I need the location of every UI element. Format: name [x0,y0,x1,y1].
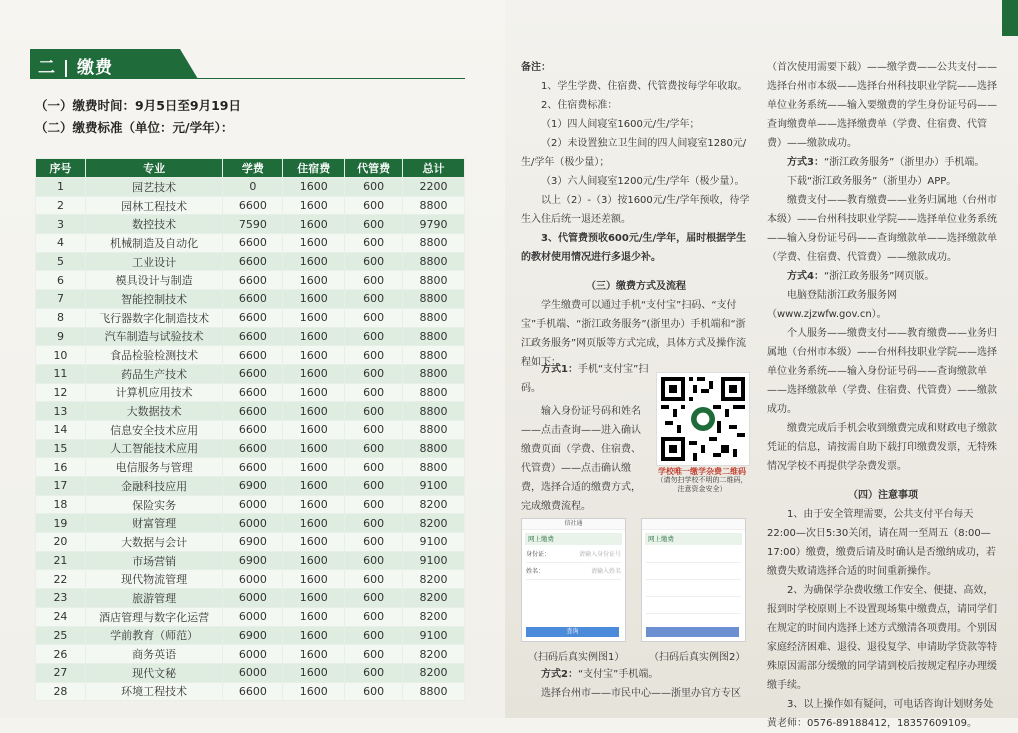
cell-index: 6 [36,271,86,290]
cell-custody-fee: 600 [345,327,403,346]
cell-tuition: 6600 [223,420,283,439]
method2-title: 方式2： [541,669,578,680]
table-row [36,215,465,234]
method4-url: 电脑登陆浙江政务服务网（www.zjzwfw.gov.cn）。 [767,290,897,320]
cell-total: 8800 [403,402,465,421]
cell-tuition: 6900 [223,626,283,645]
cell-total: 8800 [403,308,465,327]
cell-total: 8200 [403,570,465,589]
method1-title: 方式1： [541,364,578,375]
cell-accommodation: 1600 [283,234,345,253]
cell-major: 工业设计 [85,252,223,271]
cell-index: 8 [36,308,86,327]
header-total: 总计 [403,159,465,178]
cell-custody-fee: 600 [345,402,403,421]
cell-index: 3 [36,215,86,234]
cell-major: 现代物流管理 [85,570,223,589]
cell-custody-fee: 600 [345,495,403,514]
cell-major: 旅游管理 [85,589,223,608]
cell-index: 13 [36,402,86,421]
cell-index: 12 [36,383,86,402]
cell-index: 15 [36,439,86,458]
note-2: 2、住宿费标准： [541,100,618,111]
example-screenshot-1 [521,518,626,642]
cell-custody-fee: 600 [345,420,403,439]
cell-tuition: 6600 [223,252,283,271]
header-custody-fee: 代管费 [345,159,403,178]
cell-major: 商务英语 [85,645,223,664]
table-row [36,439,465,458]
cell-index: 18 [36,495,86,514]
table-row [36,663,465,682]
cell-custody-fee: 600 [345,551,403,570]
table-row [36,533,465,552]
phone1-query-button: 查询 [526,627,619,637]
cell-major: 信息安全技术应用 [85,420,223,439]
cell-total: 9100 [403,533,465,552]
cell-total: 8800 [403,439,465,458]
cell-custody-fee: 600 [345,252,403,271]
cell-index: 26 [36,645,86,664]
method1-column [521,360,649,516]
note-2a: （1）四人间寝室1600元/生/学年； [541,119,700,130]
phone1-name-placeholder: 请输入姓名 [590,568,621,575]
cell-major: 金融科技应用 [85,477,223,496]
cell-custody-fee: 600 [345,663,403,682]
cell-tuition: 6600 [223,327,283,346]
cell-total: 2200 [403,178,465,197]
table-row [36,551,465,570]
cell-tuition: 6000 [223,589,283,608]
cell-tuition: 6600 [223,364,283,383]
right-column [767,58,999,733]
cell-custody-fee: 600 [345,533,403,552]
cell-major: 园林工程技术 [85,196,223,215]
cell-accommodation: 1600 [283,420,345,439]
cell-tuition: 6600 [223,290,283,309]
table-row [36,589,465,608]
notice-title: （四）注意事项 [848,490,918,501]
cell-accommodation: 1600 [283,663,345,682]
cell-accommodation: 1600 [283,533,345,552]
table-row [36,271,465,290]
cell-total: 8200 [403,663,465,682]
cell-tuition: 6600 [223,439,283,458]
table-row [36,290,465,309]
header-major: 专业 [85,159,223,178]
cell-custody-fee: 600 [345,458,403,477]
cell-tuition: 6600 [223,196,283,215]
table-row [36,645,465,664]
method3-title: 方式3： [787,157,824,168]
cell-index: 25 [36,626,86,645]
cell-tuition: 6600 [223,308,283,327]
cell-custody-fee: 600 [345,290,403,309]
note-3: 3、代管费预收600元/生/学年，届时根据学生的教材使用情况进行多退少补。 [521,233,747,263]
cell-index: 1 [36,178,86,197]
cell-index: 19 [36,514,86,533]
phone1-title: 信社通 [522,519,625,530]
cell-total: 8800 [403,252,465,271]
cell-major: 数控技术 [85,215,223,234]
table-row [36,252,465,271]
cell-total: 9100 [403,626,465,645]
notice-2: 2、为确保学杂费收缴工作安全、便捷、高效，报到时学校原则上不设置现场集中缴费点，请同学们在规定的时间内选择上述方式缴清各项费用。个别因家庭经济困难、退役、退役复学、申请助学贷款等特殊原因需部分缓缴的同学请到校后按规定程序办理缓缴手续。 [767,585,997,691]
phone1-id-label: 身份证： [526,551,551,558]
cell-custody-fee: 600 [345,477,403,496]
qr-caption [654,467,750,494]
cell-major: 环境工程技术 [85,682,223,701]
cell-tuition: 6900 [223,551,283,570]
phone1-name-label: 姓名： [526,568,545,575]
cell-major: 学前教育（师范） [85,626,223,645]
cell-index: 21 [36,551,86,570]
table-row [36,327,465,346]
cell-index: 2 [36,196,86,215]
cell-custody-fee: 600 [345,178,403,197]
cell-major: 机械制造及自动化 [85,234,223,253]
payment-qr-code[interactable] [656,372,750,466]
table-row [36,364,465,383]
cell-total: 8200 [403,645,465,664]
cell-custody-fee: 600 [345,589,403,608]
cell-major: 药品生产技术 [85,364,223,383]
table-row [36,178,465,197]
phone2-logo: 网上缴费 [645,533,742,545]
cell-custody-fee: 600 [345,570,403,589]
cell-major: 园艺技术 [85,178,223,197]
cell-tuition: 6000 [223,570,283,589]
cell-major: 大数据技术 [85,402,223,421]
fee-standard: （二）缴费标准（单位：元/学年）： [35,120,234,135]
cell-accommodation: 1600 [283,589,345,608]
phone1-logo: 网上缴费 [525,533,622,545]
corner-decoration [1002,0,1018,36]
method3-text: “浙江政务服务”（浙里办）手机端。 [823,157,985,168]
cell-accommodation: 1600 [283,402,345,421]
cell-accommodation: 1600 [283,495,345,514]
cell-tuition: 6900 [223,477,283,496]
method4-steps: 个人服务——缴费支付——教育缴费——业务归属地（台州市本级）——台州科技职业学院——选择单位业务系统——输入身份证号码——查询缴款单——选择缴款单（学费、住宿费、代管费）——缴款成功。 [767,328,997,415]
cell-accommodation: 1600 [283,458,345,477]
cell-tuition: 0 [223,178,283,197]
section-header [30,49,465,79]
header-accommodation: 住宿费 [283,159,345,178]
payment-time: （一）缴费时间：9月5日至9月19日 [35,98,241,113]
note-2b: （2）未设置独立卫生间的四人间寝室1280元/生/学年（极少量）； [521,138,747,168]
table-row [36,402,465,421]
cell-major: 财富管理 [85,514,223,533]
notes-title: 备注： [521,62,551,73]
cell-accommodation: 1600 [283,178,345,197]
method-intro: 学生缴费可以通过手机“支付宝”扫码、“支付宝”手机端、“浙江政务服务”(浙里办）手机端和“浙江政务服务”网页版等方式完成，具体方式及操作流程如下： [521,300,747,368]
method1-steps: 输入身份证号码和姓名——点击查询——进入确认缴费页面（学费、住宿费、代管费）——点击确认缴费，选择合适的缴费方式，完成缴费流程。 [521,406,641,512]
cell-total: 9100 [403,551,465,570]
cell-accommodation: 1600 [283,290,345,309]
cell-index: 24 [36,607,86,626]
cell-major: 现代文秘 [85,663,223,682]
cell-tuition: 6000 [223,514,283,533]
table-row [36,346,465,365]
table-row [36,626,465,645]
notice-3: 3、以上操作如有疑问，可电话咨询计划财务处黄老师：0576-89188412，18357609109。 [767,699,994,729]
qr-caption-warning: （请勿扫学校不明的二维码，注意资金安全） [656,476,748,493]
cell-index: 7 [36,290,86,309]
method2-steps: 选择台州市——市民中心——浙里办官方专区 [541,688,741,699]
cell-custody-fee: 600 [345,645,403,664]
cell-total: 8800 [403,234,465,253]
qr-caption-title: 学校唯一缴学杂费二维码 [658,467,746,476]
cell-custody-fee: 600 [345,271,403,290]
method2-text: “支付宝”手机端。 [577,669,659,680]
cell-total: 8800 [403,327,465,346]
cell-custody-fee: 600 [345,234,403,253]
method1-text: 手机“支付宝”扫码。 [521,364,649,394]
cell-index: 28 [36,682,86,701]
cell-custody-fee: 600 [345,682,403,701]
cell-custody-fee: 600 [345,196,403,215]
cell-total: 8800 [403,420,465,439]
cell-index: 17 [36,477,86,496]
method3-steps: 缴费支付——教育缴费——业务归属地（台州市本级）——台州科技职业学院——选择单位业务系统——输入身份证号码——查询缴款单——选择缴款单（学费、住宿费、代管费）——缴款成功。 [767,195,997,263]
example-caption-2: （扫码后真实例图2） [649,652,746,663]
table-row [36,477,465,496]
cell-accommodation: 1600 [283,645,345,664]
table-row [36,682,465,701]
cell-tuition: 6000 [223,645,283,664]
table-row [36,570,465,589]
cell-tuition: 6900 [223,533,283,552]
cell-accommodation: 1600 [283,308,345,327]
cell-major: 模具设计与制造 [85,271,223,290]
method4-title: 方式4： [787,271,824,282]
method4-text: “浙江政务服务”网页版。 [823,271,935,282]
cell-total: 8800 [403,682,465,701]
note-1: 1、学生学费、住宿费、代管费按每学年收取。 [541,81,748,92]
example-screenshot-2 [641,518,746,642]
cell-accommodation: 1600 [283,196,345,215]
cell-accommodation: 1600 [283,346,345,365]
cell-accommodation: 1600 [283,215,345,234]
fee-table-header [36,159,465,178]
table-row [36,196,465,215]
method-title: （三）缴费方式及流程 [586,281,686,292]
cell-accommodation: 1600 [283,327,345,346]
cell-tuition: 6600 [223,346,283,365]
cell-accommodation: 1600 [283,682,345,701]
cell-index: 22 [36,570,86,589]
method2-continued: （首次使用需要下载）——缴学费——公共支付——选择台州市本级——选择台州科技职业学院——选择单位业务系统——输入要缴费的学生身份证号码——查询缴费单——选择缴费单（学费、住宿费、代管费）——缴款成功。 [767,62,997,149]
cell-major: 市场营销 [85,551,223,570]
cell-total: 8800 [403,271,465,290]
method2-block [521,665,751,703]
cell-custody-fee: 600 [345,346,403,365]
section-title: 二 | 缴费 [38,58,114,78]
cell-index: 11 [36,364,86,383]
cell-index: 16 [36,458,86,477]
cell-accommodation: 1600 [283,477,345,496]
cell-accommodation: 1600 [283,626,345,645]
cell-accommodation: 1600 [283,570,345,589]
cell-index: 23 [36,589,86,608]
cell-total: 8800 [403,346,465,365]
fee-table-body [36,178,465,701]
note-2c: （3）六人间寝室1200元/生/学年（极少量）。 [541,176,745,187]
table-row [36,495,465,514]
cell-accommodation: 1600 [283,271,345,290]
note-2d: 以上（2）-（3）按1600元/生/学年预收，待学生入住后统一退还差额。 [521,195,750,225]
cell-total: 8800 [403,290,465,309]
table-row [36,234,465,253]
cell-tuition: 7590 [223,215,283,234]
cell-tuition: 6600 [223,458,283,477]
cell-accommodation: 1600 [283,364,345,383]
cell-major: 酒店管理与数字化运营 [85,607,223,626]
cell-accommodation: 1600 [283,514,345,533]
cell-index: 10 [36,346,86,365]
cell-tuition: 6600 [223,271,283,290]
cell-total: 8200 [403,589,465,608]
cell-tuition: 6600 [223,383,283,402]
cell-index: 5 [36,252,86,271]
cell-accommodation: 1600 [283,252,345,271]
cell-custody-fee: 600 [345,439,403,458]
cell-total: 9100 [403,477,465,496]
cell-total: 8800 [403,364,465,383]
cell-custody-fee: 600 [345,364,403,383]
cell-total: 8800 [403,383,465,402]
cell-index: 14 [36,420,86,439]
example-caption-1: （扫码后真实例图1） [528,652,625,663]
cell-tuition: 6000 [223,495,283,514]
section-divider [30,78,465,79]
cell-major: 飞行器数字化制造技术 [85,308,223,327]
cell-custody-fee: 600 [345,383,403,402]
cell-custody-fee: 600 [345,308,403,327]
cell-tuition: 6000 [223,607,283,626]
cell-total: 8200 [403,495,465,514]
cell-accommodation: 1600 [283,551,345,570]
cell-total: 8200 [403,514,465,533]
cell-index: 9 [36,327,86,346]
cell-index: 27 [36,663,86,682]
cell-total: 9790 [403,215,465,234]
cell-custody-fee: 600 [345,514,403,533]
cell-major: 食品检验检测技术 [85,346,223,365]
cell-index: 20 [36,533,86,552]
table-row [36,458,465,477]
cell-tuition: 6000 [223,663,283,682]
header-index: 序号 [36,159,86,178]
cell-index: 4 [36,234,86,253]
cell-major: 智能控制技术 [85,290,223,309]
cell-tuition: 6600 [223,234,283,253]
cell-tuition: 6600 [223,682,283,701]
cell-major: 计算机应用技术 [85,383,223,402]
table-row [36,383,465,402]
notice-1: 1、由于安全管理需要，公共支付平台每天22:00—次日5:30关闭，请在周一至周五（8:00—17:00）缴费，缴费后请及时确认是否缴纳成功，若缴费失败请选择合适的时间重新操作。 [767,509,996,577]
method3-download: 下载“浙江政务服务”（浙里办）APP。 [787,176,957,187]
cell-major: 大数据与会计 [85,533,223,552]
cell-major: 人工智能技术应用 [85,439,223,458]
table-row [36,308,465,327]
cell-total: 8800 [403,196,465,215]
cell-custody-fee: 600 [345,215,403,234]
cell-custody-fee: 600 [345,607,403,626]
header-tuition: 学费 [223,159,283,178]
receipt-info: 缴费完成后手机会收到缴费完成和财政电子缴款凭证的信息，请按需自助下载打印缴费发票，无特殊情况学校不再提供学杂费发票。 [767,423,997,472]
table-row [36,420,465,439]
cell-custody-fee: 600 [345,626,403,645]
fee-table [35,158,465,701]
table-row [36,514,465,533]
table-row [36,607,465,626]
cell-major: 保险实务 [85,495,223,514]
cell-total: 8800 [403,458,465,477]
cell-accommodation: 1600 [283,439,345,458]
phone1-id-placeholder: 请输入身份证号 [578,551,621,558]
cell-major: 电信服务与管理 [85,458,223,477]
cell-accommodation: 1600 [283,383,345,402]
cell-tuition: 6600 [223,402,283,421]
cell-accommodation: 1600 [283,607,345,626]
cell-total: 8200 [403,607,465,626]
notes-column [521,58,751,372]
cell-major: 汽车制造与试验技术 [85,327,223,346]
